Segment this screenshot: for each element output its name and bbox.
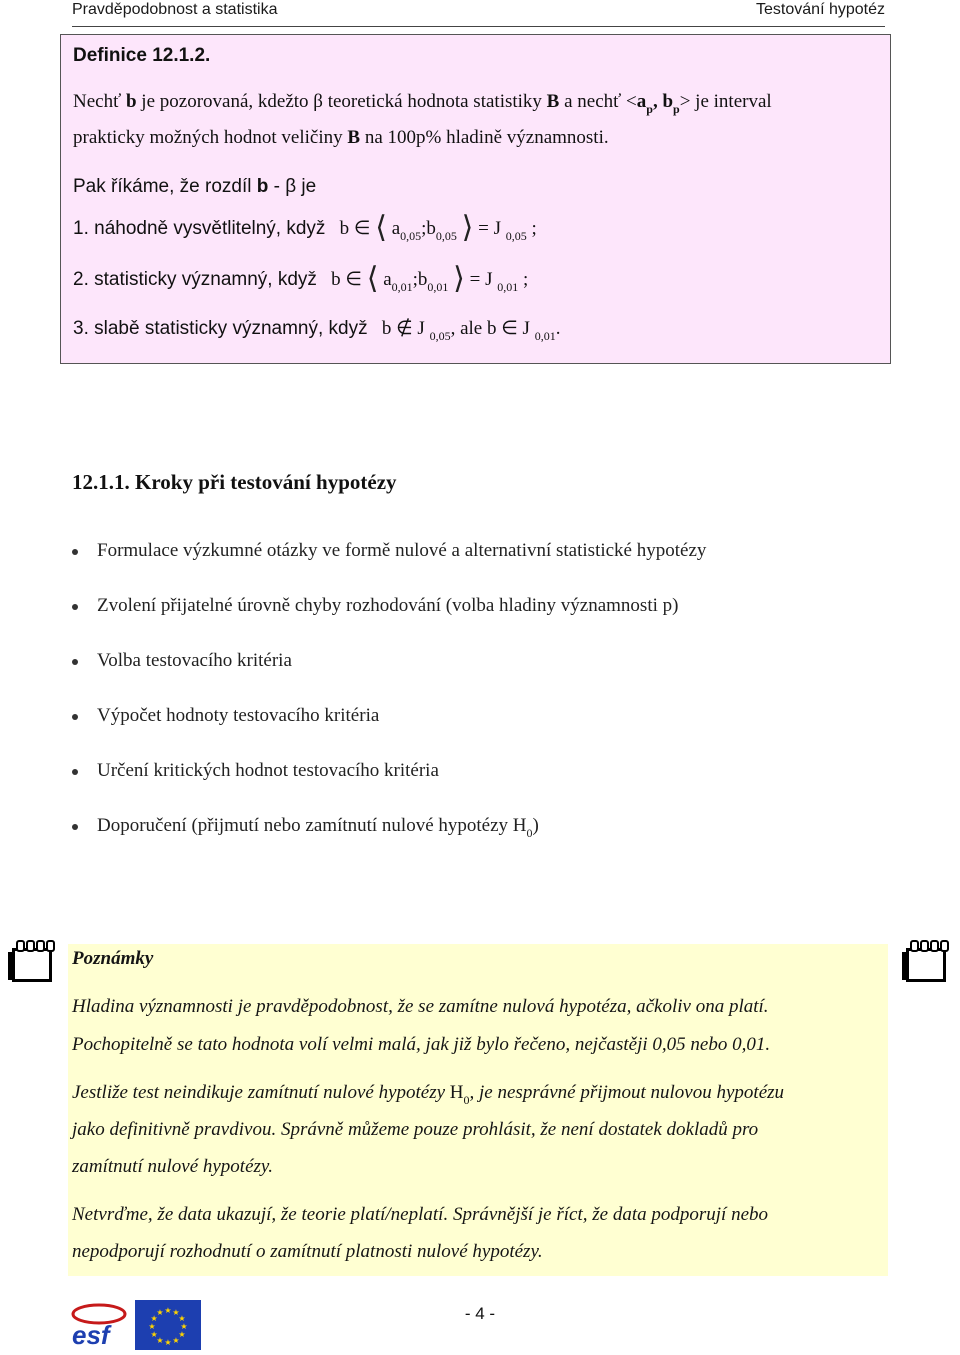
page-number: - 4 - [464, 1304, 496, 1323]
definition-item-1: 1. náhodně vysvětlitelný, když b ∈ ⟨ $a_{0,05};b_{0,05}$ ⟩ = J $_{0,05}$ ; [73, 210, 537, 245]
notes-line: zamítnutí nulové hypotézy. [72, 1156, 274, 1177]
bullet-icon [72, 604, 78, 610]
notes-line: Pochopitelně se tato hodnota volí velmi malá, jak již bylo řečeno, nejčastěji 0,05 nebo 0,01. [72, 1034, 771, 1055]
notes-box [68, 944, 888, 1276]
notes-line: Jestliže test neindikuje zamítnutí nulové hypotézy $H_0$, je nesprávné přijmout nulovou hypotézu [72, 1082, 785, 1107]
notepad-icon [4, 936, 56, 980]
bullet-icon [72, 659, 78, 665]
star-icon: ★ [164, 1306, 172, 1315]
star-icon: ★ [156, 1308, 164, 1318]
star-icon: ★ [150, 1314, 158, 1323]
definition-item-3: 3. slabě statisticky významný, když b ∉ J $_{0,05}$, ale b ∈ J $_{0,01}$. [73, 318, 561, 343]
notes-line: Netvrďme, že data ukazují, že teorie platí/neplatí. Správnější je říct, že data podporují nebo [72, 1204, 768, 1225]
notepad-icon [898, 936, 950, 980]
header-right: Testování hypotéz [756, 1, 885, 18]
star-icon: ★ [180, 1322, 188, 1331]
section-heading: 12.1.1. Kroky při testování hypotézy [72, 470, 397, 494]
definition-line-1: Nechť b je pozorovaná, kdežto β teoretická hodnota statistiky B a nechť $<a_p$, $b_p>$ je interval [73, 91, 772, 116]
star-icon: ★ [156, 1335, 164, 1345]
star-icon: ★ [172, 1308, 180, 1318]
bullet-icon [72, 824, 78, 830]
notes-title: Poznámky [72, 948, 154, 969]
definition-item-2: 2. statisticky významný, když b ∈ ⟨ $a_{0,01};b_{0,01}$ ⟩ = J $_{0,01}$ ; [73, 261, 529, 296]
notes-line: Hladina významnosti je pravděpodobnost, že se zamítne nulová hypotéza, ačkoliv ona platí. [72, 996, 769, 1017]
formula-1: b ∈ ⟨ $a_{0,05};b_{0,05}$ ⟩ = J $_{0,05}$ ; [339, 210, 537, 245]
definition-box [60, 34, 891, 364]
bullet-icon [72, 549, 78, 555]
star-icon: ★ [150, 1330, 158, 1339]
notes-line: nepodporují rozhodnutí o zamítnutí platnosti nulové hypotézy. [72, 1241, 543, 1262]
formula-2: b ∈ ⟨ $a_{0,01};b_{0,01}$ ⟩ = J $_{0,01}$ ; [331, 261, 529, 296]
esf-logo-text: esf [72, 1320, 110, 1350]
page-header [72, 0, 885, 24]
definition-title: Definice 12.1.2. [73, 45, 211, 66]
notes-line: jako definitivně pravdivou. Správně můžeme pouze prohlásit, že není dostatek dokladů pro [72, 1119, 759, 1140]
formula-3: b ∉ J $_{0,05}$, ale b ∈ J $_{0,01}$. [381, 318, 561, 343]
definition-line-3: Pak říkáme, že rozdíl b - β je [73, 176, 317, 197]
star-icon: ★ [164, 1338, 172, 1347]
star-icon: ★ [148, 1322, 156, 1331]
star-icon: ★ [178, 1330, 186, 1339]
star-icon: ★ [172, 1335, 180, 1345]
bullet-icon [72, 714, 78, 720]
bullet-icon [72, 769, 78, 775]
star-icon: ★ [178, 1314, 186, 1323]
definition-line-2: prakticky možných hodnot veličiny B na 100p% hladině významnosti. [73, 127, 609, 148]
header-divider [72, 26, 885, 27]
header-left: Pravděpodobnost a statistika [72, 1, 278, 18]
